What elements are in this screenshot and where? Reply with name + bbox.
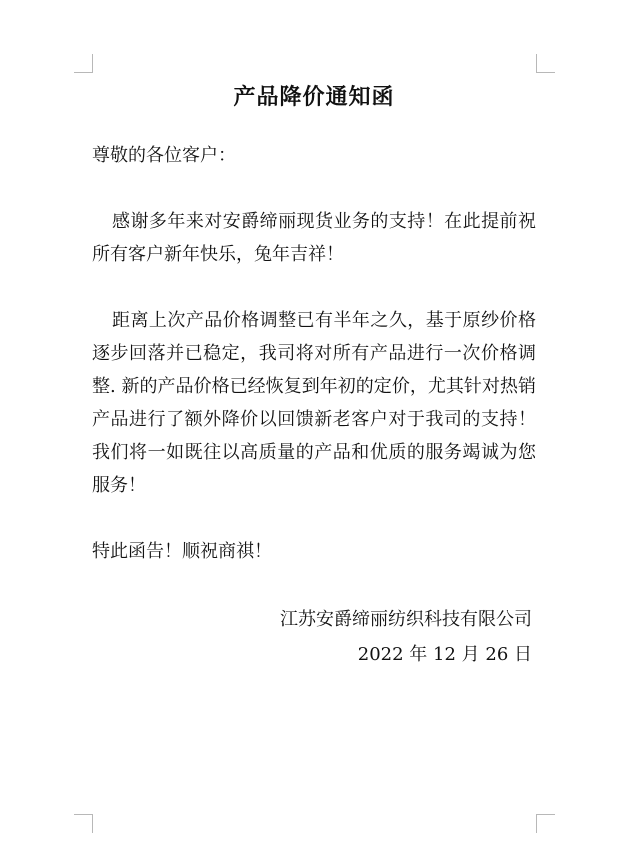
- greeting: 尊敬的各位客户：: [92, 145, 236, 166]
- document-title: 产品降价通知函: [233, 85, 395, 110]
- closing-line: 特此函告！顺祝商祺！: [92, 541, 272, 562]
- crop-mark-top-left: [74, 54, 93, 73]
- paragraph-price-adjustment: 距离上次产品价格调整已有半年之久，基于原纱价格逐步回落并已稳定，我司将对所有产品进行一次价格调整. 新的产品价格已经恢复到年初的定价，尤其针对热销产品进行了额外降价以回馈新老客户对于我司的支持！我们将一如既往以高质量的产品和优质的服务竭诚为您服务！: [92, 310, 536, 496]
- letter-date: 2022 年 12 月 26 日: [357, 644, 532, 665]
- paragraph-thanks: 感谢多年来对安爵缔丽现货业务的支持！在此提前祝所有客户新年快乐，兔年吉祥！: [92, 211, 536, 265]
- crop-mark-bottom-left: [74, 814, 93, 833]
- crop-mark-bottom-right: [536, 814, 555, 833]
- company-name: 江苏安爵缔丽纺织科技有限公司: [280, 609, 532, 630]
- crop-mark-top-right: [536, 54, 555, 73]
